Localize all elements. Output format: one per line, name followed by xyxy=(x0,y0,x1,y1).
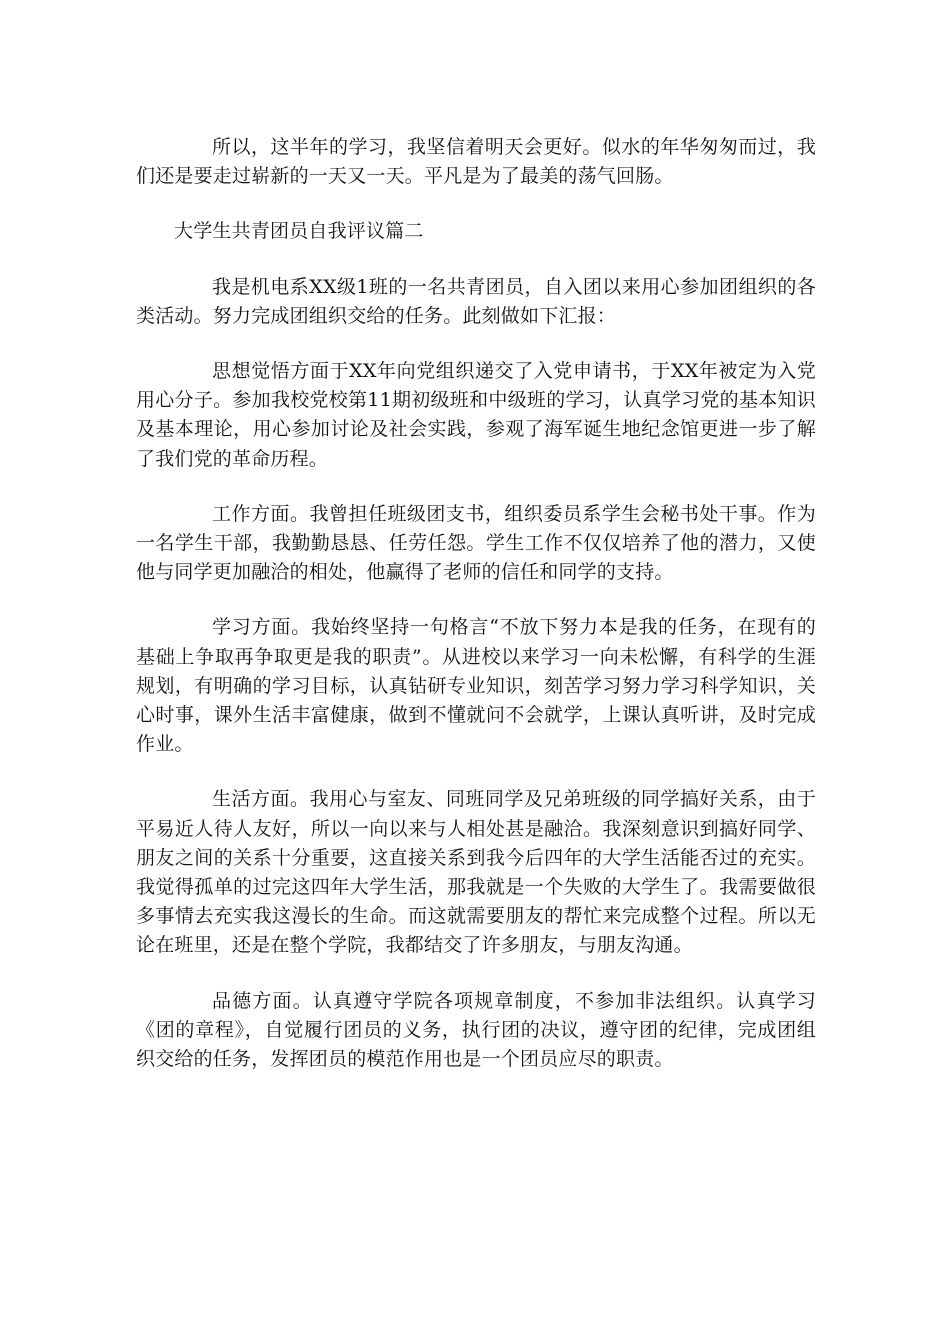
body-paragraph: 所以，这半年的学习，我坚信着明天会更好。似水的年华匆匆而过，我们还是要走过崭新的一天又一天。平凡是为了最美的荡气回肠。 xyxy=(136,136,816,188)
body-paragraph: 工作方面。我曾担任班级团支书，组织委员系学生会秘书处干事。作为一名学生干部，我勤勤恳恳、任劳任怨。学生工作不仅仅培养了他的潜力，又使他与同学更加融洽的相处，他赢得了老师的信任和同学的支持。 xyxy=(136,502,816,584)
body-paragraph: 我是机电系XX级1班的一名共青团员，自入团以来用心参加团组织的各类活动。努力完成团组织交给的任务。此刻做如下汇报： xyxy=(136,275,816,327)
body-paragraph: 思想觉悟方面于XX年向党组织递交了入党申请书，于XX年被定为入党用心分子。参加我校党校第11期初级班和中级班的学习，认真学习党的基本知识及基本理论，用心参加讨论及社会实践，参观了海军诞生地纪念馆更进一步了解了我们党的革命历程。 xyxy=(136,360,816,470)
document-page xyxy=(136,133,816,1100)
body-paragraph: 学习方面。我始终坚持一句格言“不放下努力本是我的任务，在现有的基础上争取再争取更是我的职责”。从进校以来学习一向未松懈，有科学的生涯规划，有明确的学习目标，认真钻研专业知识，刻苦学习努力学习科学知识，关心时事，课外生活丰富健康，做到不懂就问不会就学，上课认真听讲，及时完成作业。 xyxy=(136,616,816,756)
body-paragraph: 生活方面。我用心与室友、同班同学及兄弟班级的同学搞好关系，由于平易近人待人友好，所以一向以来与人相处甚是融洽。我深刻意识到搞好同学、朋友之间的关系十分重要，这直接关系到我今后四年的大学生活能否过的充实。我觉得孤单的过完这四年大学生活，那我就是一个失败的大学生了。我需要做很多事情去充实我这漫长的生命。而这就需要朋友的帮忙来完成整个过程。所以无论在班里，还是在整个学院，我都结交了许多朋友，与朋友沟通。 xyxy=(136,788,816,957)
body-paragraph: 品德方面。认真遵守学院各项规章制度，不参加非法组织。认真学习《团的章程》，自觉履行团员的义务，执行团的决议，遵守团的纪律，完成团组织交给的任务，发挥团员的模范作用也是一个团员应尽的职责。 xyxy=(136,989,816,1071)
section-heading: 大学生共青团员自我评议篇二 xyxy=(174,220,424,243)
